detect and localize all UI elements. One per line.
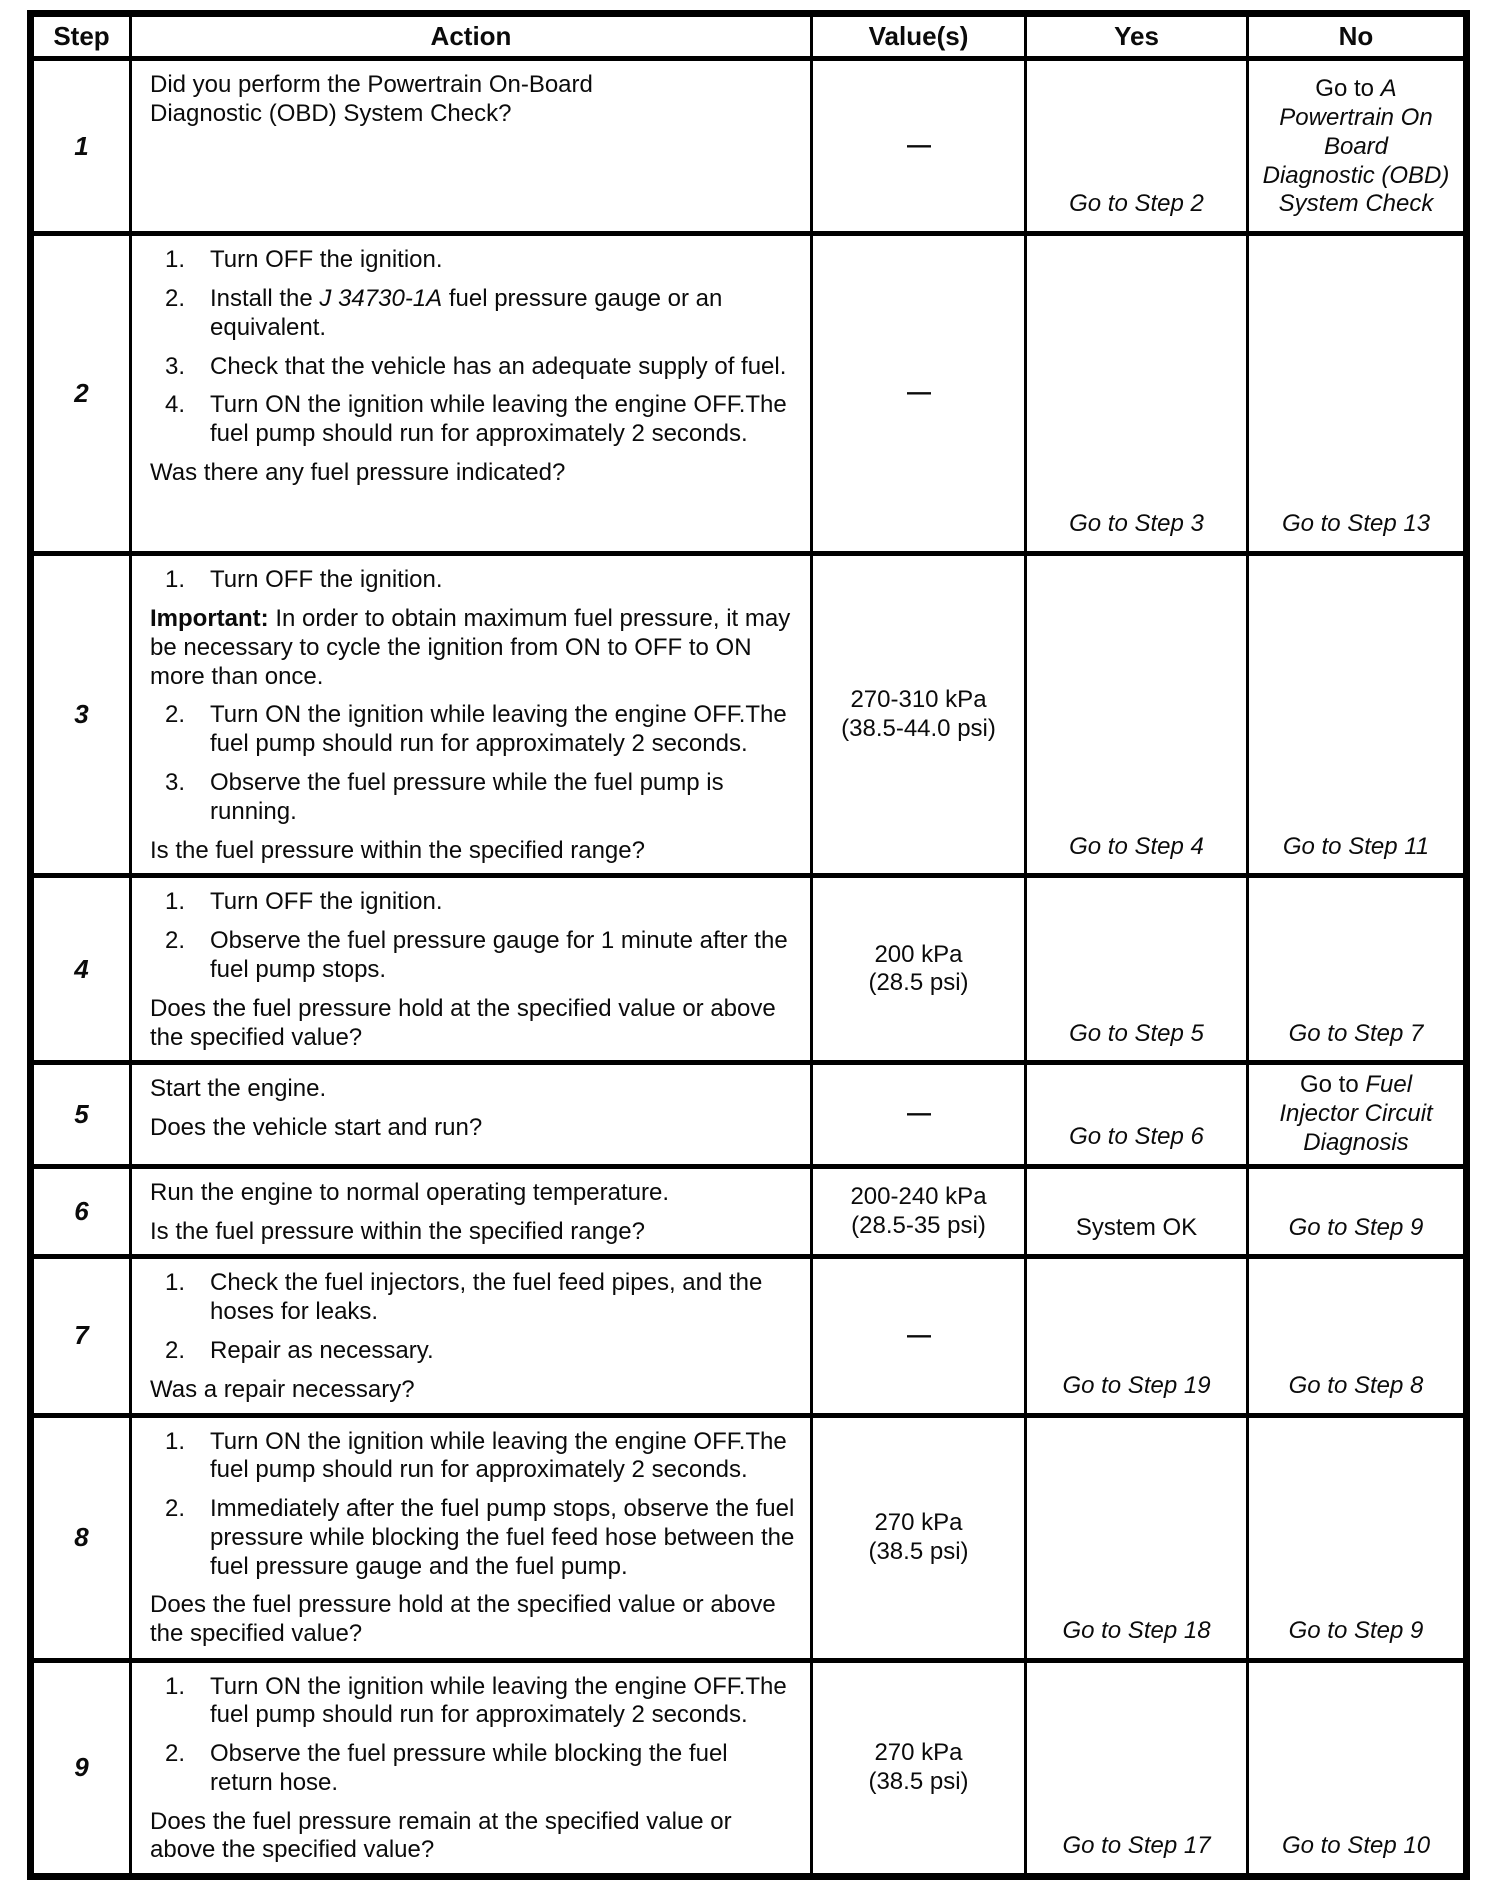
action-para <box>132 71 796 129</box>
item-text <box>210 246 796 275</box>
values-cell <box>812 554 1026 876</box>
step-number: 3 <box>74 699 89 730</box>
text-run: Was there any fuel pressure indicated? <box>150 458 566 486</box>
action-cell <box>131 1166 812 1257</box>
step-cell <box>31 1166 131 1257</box>
step-number: 8 <box>74 1521 89 1552</box>
item-number: 4. <box>165 391 186 419</box>
action-item <box>132 1337 796 1366</box>
item-text <box>210 1337 796 1366</box>
yes-cell <box>1026 554 1248 876</box>
table-row <box>31 234 1467 554</box>
item-text <box>210 1428 796 1486</box>
text-run: Go to <box>1315 75 1381 103</box>
step-cell <box>31 876 131 1063</box>
step-cell <box>31 1660 131 1877</box>
action-item <box>132 769 796 827</box>
text-run: Go to Step 18 <box>1062 1616 1211 1644</box>
action-item <box>132 1495 796 1581</box>
text-run: Injector Circuit <box>1279 1100 1433 1128</box>
text-run: Turn ON the ignition while leaving the engine OFF.The fuel pump should run for approximately 2 seconds. <box>210 1672 787 1729</box>
text-run: Start the engine. <box>150 1075 327 1103</box>
action-item <box>132 1428 796 1486</box>
item-number: 1. <box>165 1672 186 1700</box>
text-run: Go to Step 13 <box>1281 510 1431 538</box>
action-question <box>132 1591 796 1649</box>
text-run: Go to Step 11 <box>1282 832 1430 860</box>
no-cell <box>1248 1415 1467 1660</box>
action-note <box>132 605 796 691</box>
action-question <box>132 459 796 488</box>
table-row <box>31 1166 1467 1257</box>
text-run: J 34730-1A <box>319 284 443 312</box>
value-line: — <box>907 379 930 407</box>
text-run: Turn OFF the ignition. <box>210 566 443 594</box>
text-run: Check the fuel injectors, the fuel feed pipes, and the hoses for leaks. <box>210 1269 763 1326</box>
item-number: 1. <box>165 1427 186 1455</box>
text-run: Go to Step 10 <box>1281 1832 1431 1860</box>
action-cell <box>131 1257 812 1415</box>
item-text <box>210 1269 796 1327</box>
values-cell <box>812 59 1026 234</box>
action-item <box>132 353 796 382</box>
item-number: 1. <box>165 888 186 916</box>
action-cell <box>131 59 812 234</box>
item-number: 3. <box>165 768 186 796</box>
item-number: 1. <box>165 246 186 274</box>
item-text <box>210 769 796 827</box>
step-number: 2 <box>74 378 89 409</box>
header-action: Action <box>131 14 812 59</box>
text-run: System OK <box>1075 1213 1198 1241</box>
step-number: 1 <box>74 130 89 161</box>
header-yes: Yes <box>1026 14 1248 59</box>
text-run: Is the fuel pressure within the specified range? <box>150 1217 645 1245</box>
action-cell <box>131 1063 812 1166</box>
item-number: 2. <box>165 927 186 955</box>
table-row <box>31 1257 1467 1415</box>
value-line: — <box>907 131 930 159</box>
text-run: Repair as necessary. <box>210 1336 434 1364</box>
value-line: 200-240 kPa <box>850 1182 987 1210</box>
text-run: Check that the vehicle has an adequate supply of fuel. <box>210 352 787 380</box>
no-cell <box>1248 1257 1467 1415</box>
value-line: 200 kPa <box>874 940 963 968</box>
header-values: Value(s) <box>812 14 1026 59</box>
text-run: Was a repair necessary? <box>150 1375 415 1403</box>
action-cell <box>131 234 812 554</box>
value-line: — <box>907 1100 930 1128</box>
action-question <box>132 995 796 1053</box>
action-question <box>132 1114 796 1143</box>
action-question <box>132 1808 796 1866</box>
table-header <box>31 14 1467 59</box>
item-text <box>210 888 796 917</box>
text-run: Go to <box>1299 1071 1366 1099</box>
text-run: Go to Step 9 <box>1288 1616 1424 1644</box>
text-run: Turn ON the ignition while leaving the engine OFF.The fuel pump should run for approximately 2 seconds. <box>210 701 787 758</box>
text-run: Install the <box>210 284 320 312</box>
step-cell <box>31 234 131 554</box>
values-cell <box>812 1257 1026 1415</box>
text-run: Observe the fuel pressure while the fuel pump is running. <box>210 768 724 825</box>
yes-cell <box>1026 1063 1248 1166</box>
step-number: 9 <box>74 1752 89 1783</box>
item-text <box>210 285 796 343</box>
action-question <box>132 1376 796 1405</box>
header-no: No <box>1248 14 1467 59</box>
text-run: Go to Step 19 <box>1062 1371 1211 1399</box>
item-number: 3. <box>165 352 186 380</box>
text-run: Turn OFF the ignition. <box>210 888 443 916</box>
step-cell <box>31 59 131 234</box>
step-number: 4 <box>74 953 89 984</box>
yes-cell <box>1026 1415 1248 1660</box>
table-row <box>31 876 1467 1063</box>
text-run: In order to obtain maximum fuel pressure, it may be necessary to cycle the ignition from ON to OFF to ON more than once. <box>150 604 791 690</box>
text-run: Does the fuel pressure hold at the specified value or above the specified value? <box>150 1591 776 1648</box>
value-line: (38.5 psi) <box>868 1537 969 1565</box>
action-item <box>132 391 796 449</box>
action-cell <box>131 1660 812 1877</box>
item-text <box>210 1673 796 1731</box>
item-number: 2. <box>165 1740 186 1768</box>
text-run: Go to Step 7 <box>1288 1019 1424 1047</box>
step-cell <box>31 1063 131 1166</box>
text-run: System Check <box>1278 190 1434 218</box>
action-item <box>132 1269 796 1327</box>
values-cell <box>812 234 1026 554</box>
no-cell <box>1248 1166 1467 1257</box>
values-cell <box>812 1063 1026 1166</box>
value-line: (28.5-35 psi) <box>851 1211 986 1239</box>
values-cell <box>812 876 1026 1063</box>
text-run: Diagnostic (OBD) <box>1262 161 1450 189</box>
text-run: Is the fuel pressure within the specified range? <box>150 836 645 864</box>
value-line: (38.5 psi) <box>868 1767 969 1795</box>
item-text <box>210 927 796 985</box>
table-row <box>31 554 1467 876</box>
action-item <box>132 285 796 343</box>
item-number: 2. <box>165 284 186 312</box>
item-number: 1. <box>165 566 186 594</box>
no-cell <box>1248 1660 1467 1877</box>
text-run: Go to Step 5 <box>1069 1019 1204 1047</box>
text-run: Turn OFF the ignition. <box>210 246 443 274</box>
no-cell <box>1248 59 1467 234</box>
action-item <box>132 701 796 759</box>
action-question <box>132 837 796 866</box>
text-run: Go to Step 9 <box>1288 1213 1424 1241</box>
step-number: 7 <box>74 1320 89 1351</box>
text-run: Go to Step 3 <box>1069 510 1204 538</box>
value-line: 270 kPa <box>874 1739 963 1767</box>
value-line: 270 kPa <box>874 1508 963 1536</box>
item-text <box>210 391 796 449</box>
action-cell <box>131 554 812 876</box>
text-run: Diagnosis <box>1303 1128 1409 1156</box>
values-cell <box>812 1415 1026 1660</box>
action-cell <box>131 876 812 1063</box>
text-run: A <box>1380 75 1397 103</box>
action-item <box>132 927 796 985</box>
action-para <box>132 1075 796 1104</box>
text-run: Go to Step 6 <box>1069 1122 1204 1150</box>
value-line: (28.5 psi) <box>868 969 969 997</box>
step-cell <box>31 1257 131 1415</box>
text-run: Turn ON the ignition while leaving the engine OFF.The fuel pump should run for approximately 2 seconds. <box>210 1427 787 1484</box>
text-run: Does the fuel pressure hold at the specified value or above the specified value? <box>150 994 776 1051</box>
value-line: — <box>907 1321 930 1349</box>
text-run: Run the engine to normal operating temperature. <box>150 1178 669 1206</box>
header-row <box>31 14 1467 59</box>
step-number: 5 <box>74 1098 89 1129</box>
values-cell <box>812 1660 1026 1877</box>
yes-cell <box>1026 59 1248 234</box>
text-run: Diagnostic (OBD) System Check? <box>150 99 512 127</box>
action-item <box>132 888 796 917</box>
step-cell <box>31 554 131 876</box>
text-run: Go to Step 4 <box>1069 832 1204 860</box>
text-run: Does the vehicle start and run? <box>150 1114 483 1142</box>
yes-cell <box>1026 234 1248 554</box>
text-run: Does the fuel pressure remain at the specified value or above the specified value? <box>150 1807 732 1864</box>
no-cell <box>1248 554 1467 876</box>
item-text <box>210 353 796 382</box>
table-row <box>31 1063 1467 1166</box>
text-run: Did you perform the Powertrain On-Board <box>150 71 593 99</box>
no-cell <box>1248 876 1467 1063</box>
value-line: 270-310 kPa <box>850 685 987 713</box>
values-cell <box>812 1166 1026 1257</box>
yes-cell <box>1026 1166 1248 1257</box>
text-run: Board <box>1323 132 1389 160</box>
text-run: Go to Step 8 <box>1288 1371 1424 1399</box>
table-row <box>31 1660 1467 1877</box>
text-run: Immediately after the fuel pump stops, observe the fuel pressure while blocking the fuel feed hose between the fuel pressure gauge and the fuel pump. <box>210 1495 795 1580</box>
action-item <box>132 246 796 275</box>
yes-cell <box>1026 1660 1248 1877</box>
yes-cell <box>1026 1257 1248 1415</box>
text-run: fuel pressure gauge or an equivalent. <box>210 284 723 341</box>
text-run: Turn ON the ignition while leaving the engine OFF.The fuel pump should run for approximately 2 seconds. <box>210 391 787 448</box>
action-item <box>132 1673 796 1731</box>
step-number: 6 <box>74 1195 89 1226</box>
item-text <box>210 566 796 595</box>
action-question <box>132 1218 796 1247</box>
text-run: Go to Step 2 <box>1069 190 1204 218</box>
header-step: Step <box>31 14 131 59</box>
item-number: 2. <box>165 701 186 729</box>
action-para <box>132 1179 796 1208</box>
text-run: Go to Step 17 <box>1062 1832 1211 1860</box>
yes-cell <box>1026 876 1248 1063</box>
diagnostic-table <box>27 10 1470 1880</box>
no-cell <box>1248 1063 1467 1166</box>
action-item <box>132 1740 796 1798</box>
item-number: 1. <box>165 1269 186 1297</box>
item-number: 2. <box>165 1495 186 1523</box>
text-run: Observe the fuel pressure while blocking the fuel return hose. <box>210 1740 728 1796</box>
action-cell <box>131 1415 812 1660</box>
text-run: Observe the fuel pressure gauge for 1 minute after the fuel pump stops. <box>210 927 788 983</box>
item-number: 2. <box>165 1336 186 1364</box>
text-run: Fuel <box>1365 1071 1413 1099</box>
no-cell <box>1248 234 1467 554</box>
text-run: Important: <box>150 604 269 632</box>
value-line: (38.5-44.0 psi) <box>841 714 996 742</box>
step-cell <box>31 1415 131 1660</box>
table-row <box>31 1415 1467 1660</box>
item-text <box>210 701 796 759</box>
table-body <box>31 59 1467 1877</box>
text-run: Powertrain On <box>1279 103 1433 131</box>
item-text <box>210 1495 796 1581</box>
item-text <box>210 1740 796 1798</box>
action-item <box>132 566 796 595</box>
table-row <box>31 59 1467 234</box>
